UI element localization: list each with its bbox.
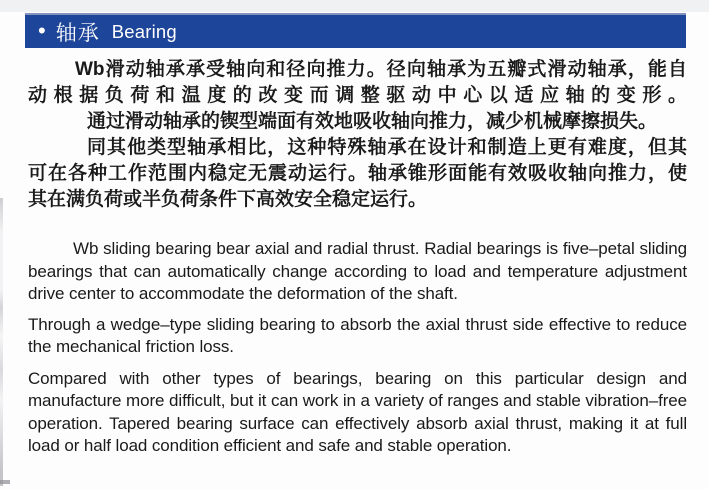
- scan-edge-artifact: [0, 480, 10, 484]
- section-title-chinese: 轴承: [55, 21, 100, 45]
- chinese-text-line: 同其他类型轴承相比，这种特殊轴承在设计和制造上更有难度，但其: [87, 137, 687, 158]
- english-paragraph: Compared with other types of bearings, bearing on this particular design and manufacture more difficult, but it can work in a variety of ranges and stable vibration–free operation. Tapered bearing surface can effectively absorb axial thrust, making it at full load or half load condition efficient and safe and stable operation.: [28, 368, 687, 455]
- chinese-text-line: 通过滑动轴承的锲型端面有效地吸收轴向推力，减少机械摩擦损失。: [87, 111, 658, 132]
- chinese-text-line: Wb滑动轴承承受轴向和径向推力。径向轴承为五瓣式滑动轴承，能自: [75, 59, 687, 80]
- chinese-text-line: 其在满负荷或半负荷条件下高效安全稳定运行。: [28, 189, 428, 210]
- section-header-bar: [25, 13, 686, 48]
- scan-edge-artifact: [0, 198, 3, 486]
- bullet-icon: •: [38, 17, 46, 43]
- chinese-description: [28, 57, 687, 213]
- english-paragraph: Wb sliding bearing bear axial and radial thrust. Radial bearings is five–petal sliding bearings that can automatically change according to load and temperature adjustment drive center to accommodate the deformation of the shaft.: [28, 239, 687, 303]
- english-paragraph: Through a wedge–type sliding bearing to absorb the axial thrust side effective to reduce the mechanical friction loss.: [28, 314, 687, 356]
- english-description: [28, 238, 687, 458]
- section-title-english: Bearing: [111, 20, 177, 42]
- chinese-text-line: 动根据负荷和温度的改变而调整驱动中心以适应轴的变形。: [28, 85, 687, 106]
- chinese-text-line: 可在各种工作范围内稳定无震动运行。轴承锥形面能有效吸收轴向推力，使: [28, 163, 687, 184]
- scan-top-strip: [0, 0, 709, 12]
- document-body: [28, 57, 687, 458]
